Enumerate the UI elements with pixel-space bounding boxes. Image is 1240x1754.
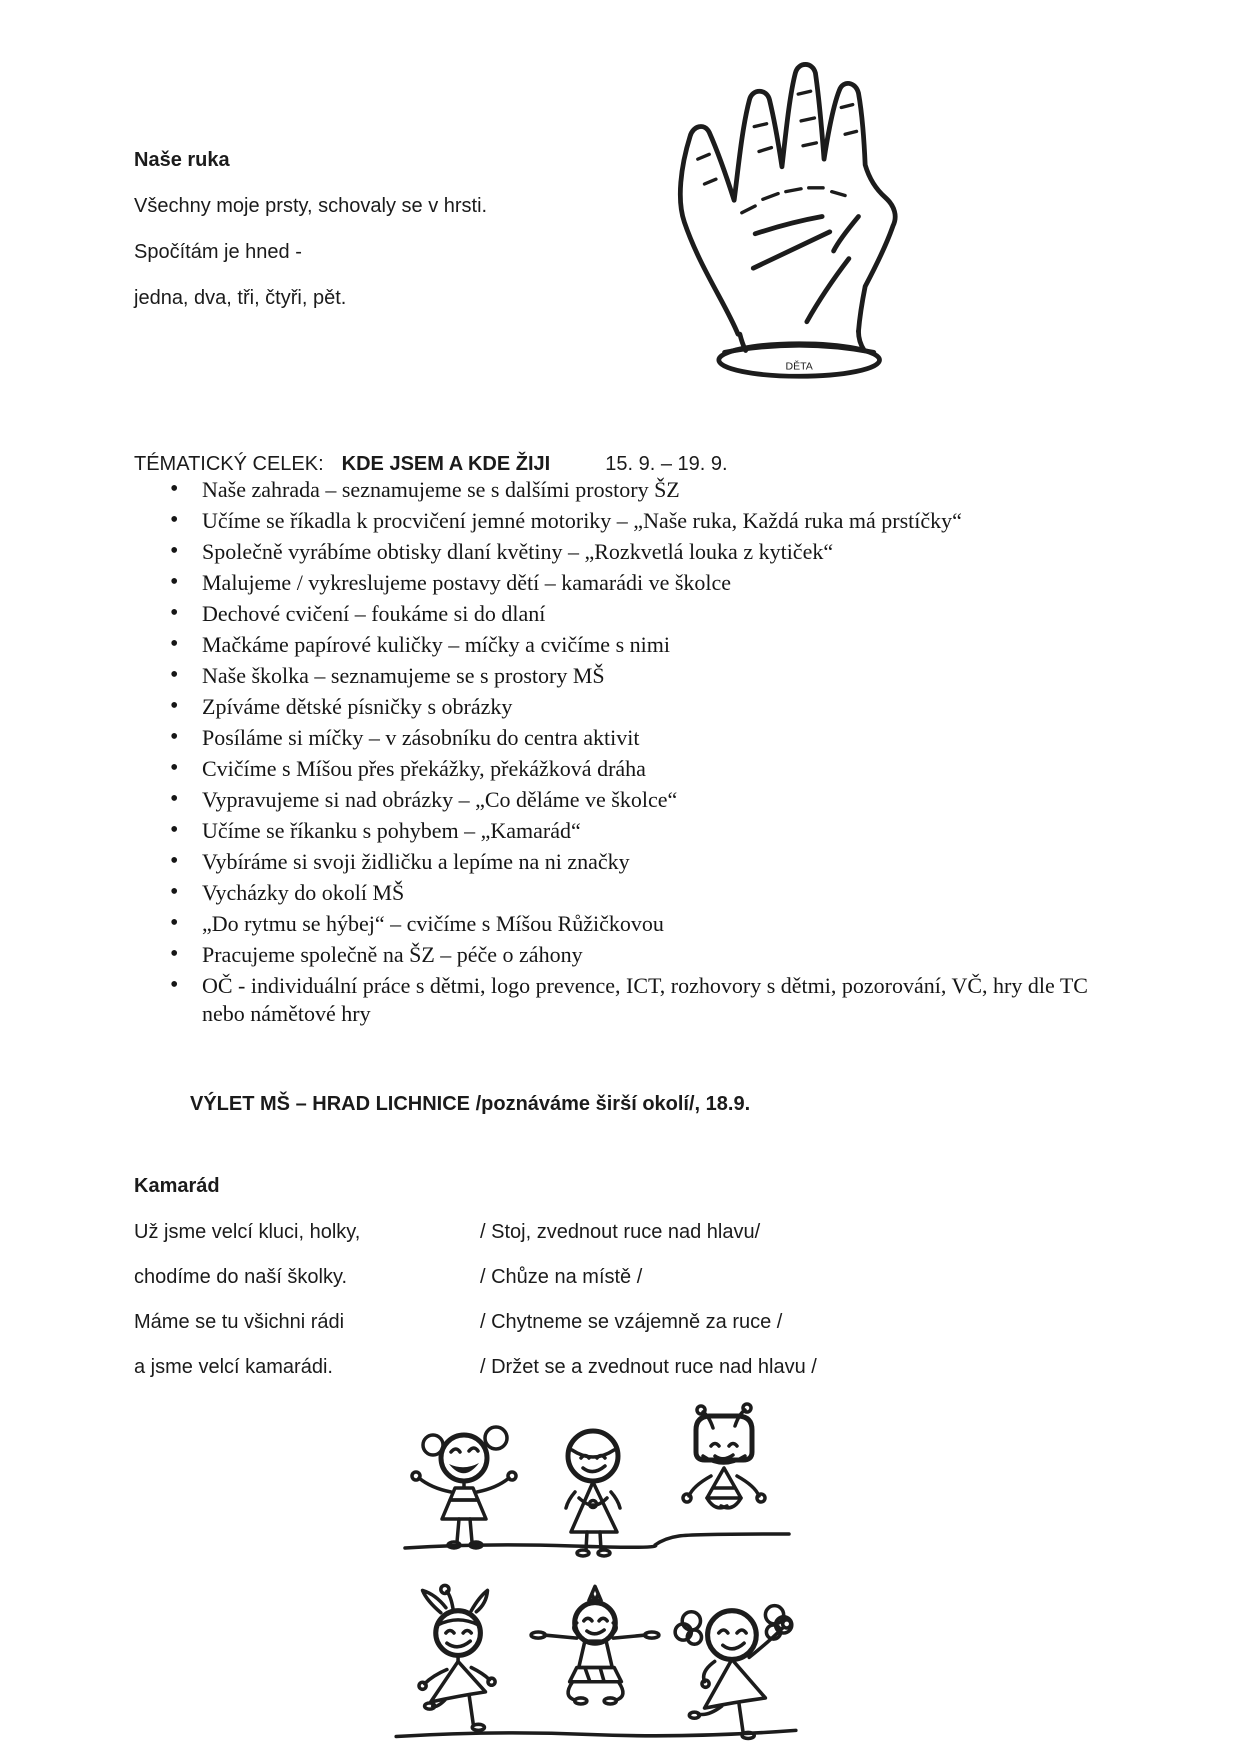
open-palm-icon — [652, 52, 910, 382]
activity-item: • „Do rytmu se hýbej“ – cvičíme s Míšou Růžičkovou — [168, 910, 1118, 938]
lyric-line: a jsme velcí kamarádi. — [134, 1356, 333, 1378]
activity-item: • Posíláme si míčky – v zásobníku do centra aktivit — [168, 724, 1118, 752]
activity-item: • Učíme se říkanku s pohybem – „Kamarád“ — [168, 817, 1118, 845]
lyric-line: Už jsme velcí kluci, holky, — [134, 1221, 361, 1243]
action-cue: / Chůze na místě / — [480, 1266, 643, 1288]
hand-illustration — [652, 52, 910, 382]
children-dancing-icon — [382, 1582, 808, 1750]
poem-nase-ruka — [134, 148, 614, 332]
activity-item: • Pracujeme společně na ŠZ – péče o záhony — [168, 941, 1118, 969]
children-playing-icon — [392, 1400, 794, 1570]
activity-item: • Naše školka – seznamujeme se s prostory MŠ — [168, 662, 1118, 690]
theme-dates: 15. 9. – 19. 9. — [605, 453, 728, 475]
activity-item: • Vycházky do okolí MŠ — [168, 879, 1118, 907]
activity-item: • Vypravujeme si nad obrázky – „Co děláme ve školce“ — [168, 786, 1118, 814]
trip-heading: VÝLET MŠ – HRAD LICHNICE /poznáváme širší okolí/, 18.9. — [190, 1093, 751, 1115]
lyric-line: Máme se tu všichni rádi — [134, 1311, 345, 1333]
activity-item: • OČ - individuální práce s dětmi, logo prevence, ICT, rozhovory s dětmi, pozorování, VČ, hry dle TC nebo námětové hry — [168, 972, 1118, 1028]
activity-item: • Společně vyrábíme obtisky dlaní květiny – „Rozkvetlá louka z kytiček“ — [168, 538, 1118, 566]
activity-item: • Naše zahrada – seznamujeme se s dalšími prostory ŠZ — [168, 476, 1118, 504]
lyric-row — [134, 1355, 817, 1379]
theme-title: KDE JSEM A KDE ŽIJI — [341, 453, 551, 475]
children-row-2-illustration — [382, 1582, 808, 1750]
action-cue: / Chytneme se vzájemně za ruce / — [480, 1311, 783, 1333]
lyric-row — [134, 1310, 817, 1334]
activity-item: • Zpíváme dětské písničky s obrázky — [168, 693, 1118, 721]
theme-heading — [134, 453, 728, 476]
activity-item: • Cvičíme s Míšou přes překážky, překážková dráha — [168, 755, 1118, 783]
poem-line: Všechny moje prsty, schovaly se v hrsti. — [134, 195, 488, 217]
poem-kamarad — [134, 1220, 817, 1400]
poem-line: Spočítám je hned - — [134, 241, 302, 263]
activity-item: • Dechové cvičení – foukáme si do dlaní — [168, 600, 1118, 628]
poem-title: Naše ruka — [134, 149, 230, 171]
activity-item: • Vybíráme si svoji židličku a lepíme na ni značky — [168, 848, 1118, 876]
hand-cuff-label: DĚTA — [785, 360, 813, 373]
action-cue: / Držet se a zvednout ruce nad hlavu / — [480, 1356, 817, 1378]
lyric-line: chodíme do naší školky. — [134, 1266, 348, 1288]
kamarad-title: Kamarád — [134, 1175, 220, 1197]
lyric-row — [134, 1220, 817, 1244]
theme-label: TÉMATICKÝ CELEK: — [134, 453, 324, 475]
action-cue: / Stoj, zvednout ruce nad hlavu/ — [480, 1221, 761, 1243]
activities-list — [168, 476, 1118, 1031]
children-row-1-illustration — [392, 1400, 794, 1570]
lyric-row — [134, 1265, 817, 1289]
activity-item: • Malujeme / vykreslujeme postavy dětí – kamarádi ve školce — [168, 569, 1118, 597]
activity-item: • Mačkáme papírové kuličky – míčky a cvičíme s nimi — [168, 631, 1118, 659]
poem-line: jedna, dva, tři, čtyři, pět. — [134, 287, 347, 309]
activity-item: • Učíme se říkadla k procvičení jemné motoriky – „Naše ruka, Každá ruka má prstíčky“ — [168, 507, 1118, 535]
